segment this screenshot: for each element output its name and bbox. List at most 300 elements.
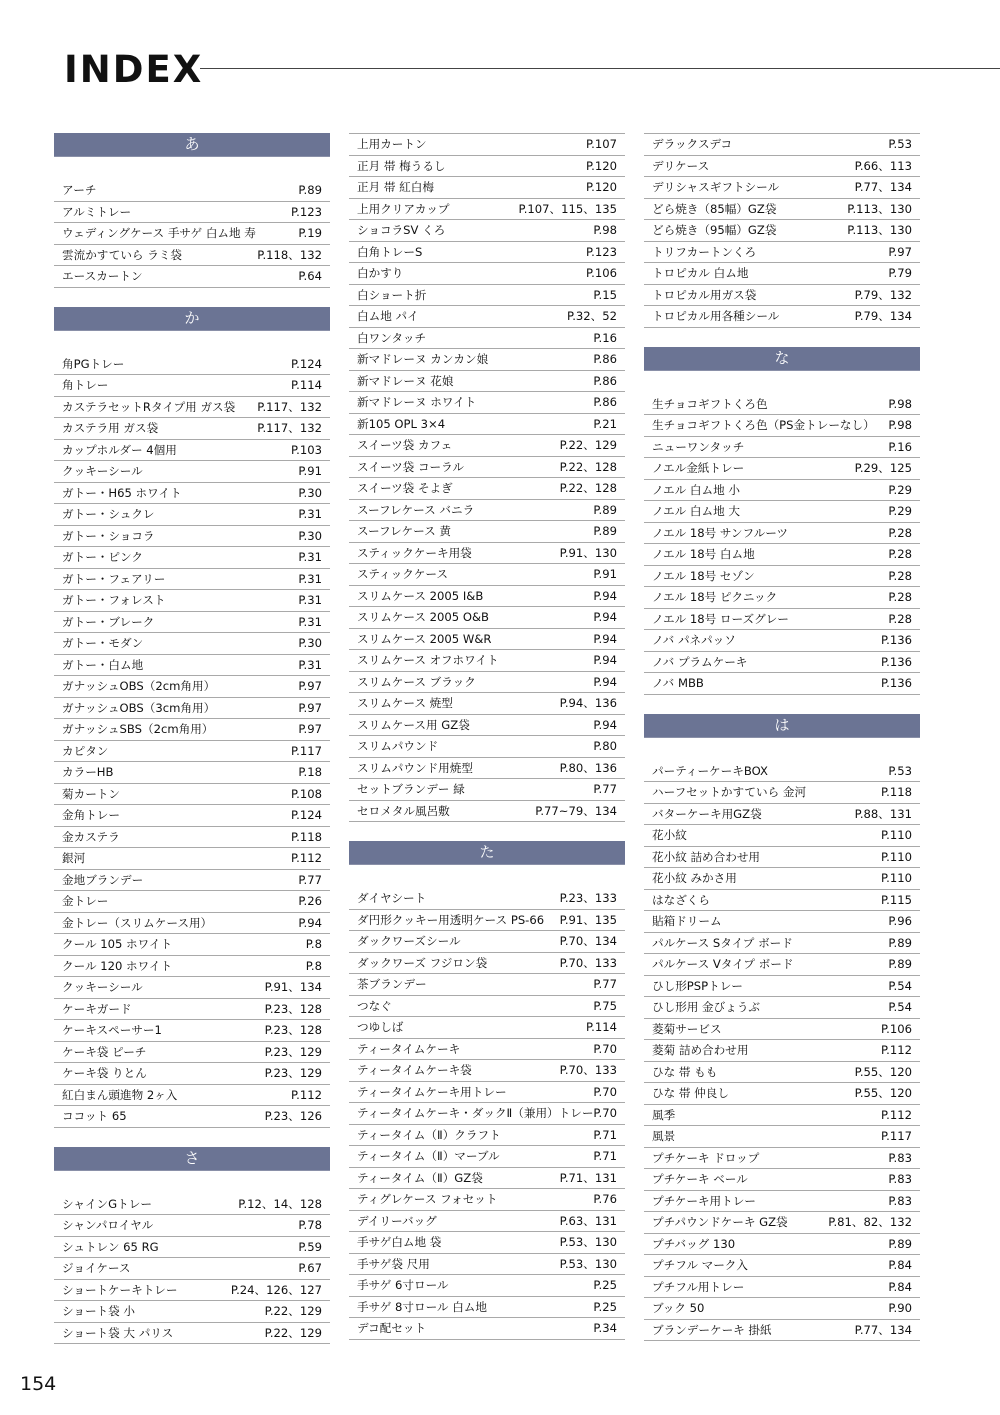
entry-name: トロピカル 白ム地	[652, 266, 749, 280]
entry-page-ref: P.71	[593, 1149, 617, 1163]
entry-page-ref: P.117	[291, 743, 322, 758]
entry-name: 風季	[652, 1107, 676, 1122]
index-entry	[349, 1060, 625, 1082]
index-entry	[54, 1215, 330, 1237]
entry-page-ref: P.8	[305, 937, 322, 951]
index-entry	[349, 974, 625, 996]
index-entry	[54, 805, 330, 827]
entry-name: クッキーシール	[62, 464, 143, 478]
entry-page-ref: P.77	[298, 872, 322, 887]
index-entry	[349, 1318, 625, 1340]
entry-name: スリムケース オフホワイト	[357, 653, 499, 667]
index-entry	[644, 1212, 920, 1234]
entry-name: カップホルダー 4個用	[62, 442, 177, 457]
entry-name: 手サゲ袋 尺用	[357, 1256, 430, 1271]
index-entry	[644, 1126, 920, 1148]
entry-page-ref: P.16	[593, 330, 617, 345]
page-number: 154	[20, 1373, 57, 1395]
index-entry	[644, 242, 920, 264]
entry-name: 金トレー	[62, 894, 109, 908]
entry-page-ref: P.78	[298, 1218, 322, 1232]
index-entry	[644, 890, 920, 912]
index-entry	[54, 1301, 330, 1323]
entry-page-ref: P.112	[291, 851, 322, 865]
index-entry	[54, 1063, 330, 1085]
index-entry	[349, 996, 625, 1018]
index-entry	[644, 306, 920, 328]
index-entry	[54, 1323, 330, 1345]
entry-name: つなぐ	[357, 998, 392, 1013]
entry-page-ref: P.29	[888, 504, 912, 518]
index-entry	[349, 457, 625, 479]
index-entry	[349, 414, 625, 436]
entry-name: ガトー・シュクレ	[62, 507, 155, 521]
entry-page-ref: P.22、128	[559, 459, 617, 474]
entry-name: ショコラSV くろ	[357, 223, 446, 237]
entry-name: シャインGトレー	[62, 1196, 152, 1211]
index-entry	[644, 976, 920, 998]
index-entry	[54, 354, 330, 376]
entry-name: アルミトレー	[62, 204, 132, 219]
index-entry	[349, 607, 625, 629]
index-entry	[54, 1258, 330, 1280]
index-entry	[644, 1320, 920, 1342]
entry-page-ref: P.112	[291, 1087, 322, 1102]
index-section-continued	[644, 133, 920, 328]
entry-page-ref: P.28	[888, 611, 912, 626]
index-section	[349, 841, 625, 1340]
entry-name: ティータイム（Ⅱ）クラフト	[357, 1127, 501, 1142]
entry-name: ひし形用 金びょうぶ	[652, 1000, 761, 1014]
entry-page-ref: P.29、125	[854, 461, 912, 475]
entry-page-ref: P.89	[888, 1236, 912, 1251]
entry-name: 金カステラ	[62, 829, 120, 844]
entry-name: 菱菊 詰め合わせ用	[652, 1043, 749, 1057]
index-entry	[54, 1194, 330, 1216]
entry-page-ref: P.23、129	[264, 1044, 322, 1059]
entry-name: ガトー・モダン	[62, 636, 144, 650]
entry-page-ref: P.110	[881, 828, 912, 842]
entry-name: デリケース	[652, 158, 710, 173]
entry-name: つゆしば	[357, 1020, 404, 1034]
entry-name: トロピカル用各種シール	[652, 309, 780, 323]
entry-page-ref: P.83	[888, 1150, 912, 1165]
entry-name: ケーキ袋 ピーチ	[62, 1044, 147, 1059]
entry-page-ref: P.22、129	[264, 1304, 322, 1318]
entry-name: ノエル 18号 ローズグレー	[652, 611, 789, 626]
entry-page-ref: P.124	[291, 808, 322, 822]
index-entry	[644, 825, 920, 847]
entry-name: 花小紋	[652, 828, 687, 842]
index-entry	[644, 1040, 920, 1062]
entry-page-ref: P.77、134	[854, 180, 912, 194]
entry-name: 茶ブランデー	[357, 977, 427, 991]
index-entry	[644, 1298, 920, 1320]
entry-name: ノバ MBB	[652, 676, 704, 690]
entry-page-ref: P.89	[888, 935, 912, 950]
index-entry	[644, 868, 920, 890]
index-entry	[644, 911, 920, 933]
entry-page-ref: P.22、129	[559, 438, 617, 452]
entry-page-ref: P.34	[593, 1321, 617, 1335]
entry-name: 生チョコギフトくろ色	[652, 396, 768, 411]
index-entry	[644, 804, 920, 826]
entry-page-ref: P.98	[888, 396, 912, 411]
entry-name: 菱菊サービス	[652, 1021, 722, 1036]
entry-name: スーフレケース バニラ	[357, 502, 475, 517]
entry-name: ブランデーケーキ 掛紙	[652, 1322, 772, 1337]
entry-name: 紅白まん頭進物 2ヶ入	[62, 1087, 178, 1102]
entry-name: ひし形PSPトレー	[652, 978, 743, 993]
index-entry	[644, 587, 920, 609]
entry-name: どら焼き（95幅）GZ袋	[652, 223, 777, 237]
entry-page-ref: P.29	[888, 482, 912, 497]
index-entry	[644, 1148, 920, 1170]
entry-name: クール 105 ホワイト	[62, 937, 173, 951]
entry-name: 角トレー	[62, 378, 109, 392]
entry-page-ref: P.97	[888, 244, 912, 259]
entry-name: ひな 帯 仲良し	[652, 1086, 729, 1100]
index-section-continued	[349, 133, 625, 822]
entry-page-ref: P.91、134	[264, 980, 322, 994]
entry-name: ケーキガード	[62, 1001, 132, 1016]
entry-name: 風景	[652, 1129, 676, 1143]
entry-name: ノエル 18号 サンフルーツ	[652, 525, 788, 540]
entry-name: ノエル 18号 白ム地	[652, 547, 755, 561]
entry-page-ref: P.75	[593, 998, 617, 1013]
entry-name: カステラ用 ガス袋	[62, 421, 159, 435]
entry-page-ref: P.81、82、132	[828, 1215, 912, 1229]
entry-name: スリムケース 2005 O&B	[357, 610, 489, 624]
entry-page-ref: P.16	[888, 439, 912, 454]
entry-name: 手サゲ 6寸ロール	[357, 1278, 449, 1292]
entry-name: シュトレン 65 RG	[62, 1239, 159, 1254]
entry-page-ref: P.70、134	[559, 934, 617, 948]
index-entry	[349, 801, 625, 823]
entry-page-ref: P.77~79、134	[535, 803, 617, 818]
entry-name: クッキーシール	[62, 980, 143, 994]
entry-page-ref: P.63、131	[559, 1213, 617, 1228]
index-entry	[349, 586, 625, 608]
entry-page-ref: P.89	[888, 957, 912, 971]
index-entry	[54, 999, 330, 1021]
index-entry	[54, 245, 330, 267]
entry-name: 上用クリアカップ	[357, 201, 450, 216]
index-entry	[349, 1168, 625, 1190]
entry-name: ダックワーズシール	[357, 934, 461, 948]
index-entry	[644, 285, 920, 307]
index-entry	[54, 483, 330, 505]
index-entry	[54, 547, 330, 569]
index-entry	[349, 156, 625, 178]
index-entry	[644, 523, 920, 545]
entry-page-ref: P.107、115、135	[518, 201, 617, 216]
entry-page-ref: P.15	[593, 287, 617, 302]
entry-name: デラックスデコ	[652, 137, 733, 151]
index-entry	[349, 758, 625, 780]
section-header: た	[349, 841, 625, 865]
entry-name: ノエル 白ム地 小	[652, 482, 740, 497]
entry-page-ref: P.110	[881, 871, 912, 885]
entry-name: ティータイムケーキ用トレー	[357, 1084, 507, 1099]
index-entry	[349, 1189, 625, 1211]
entry-page-ref: P.94	[593, 588, 617, 603]
entry-page-ref: P.22、129	[264, 1325, 322, 1340]
index-entry	[349, 199, 625, 221]
section-header: か	[54, 307, 330, 331]
entry-name: 生チョコギフトくろ色（PS金トレーなし）	[652, 418, 875, 432]
entry-name: 新マドレーヌ 花娘	[357, 373, 454, 388]
index-section	[54, 307, 330, 1128]
entry-name: スティックケーキ用袋	[357, 545, 472, 560]
index-entry	[349, 177, 625, 199]
entry-name: 白かすり	[357, 266, 404, 280]
entry-page-ref: P.94	[298, 915, 322, 930]
entry-page-ref: P.31	[298, 593, 322, 607]
entry-page-ref: P.24、126、127	[230, 1282, 322, 1297]
index-entry	[54, 956, 330, 978]
entry-name: デリシャスギフトシール	[652, 180, 780, 194]
entry-page-ref: P.53、130	[559, 1256, 617, 1271]
index-entry	[54, 569, 330, 591]
entry-page-ref: P.70	[593, 1041, 617, 1056]
index-entry	[644, 156, 920, 178]
index-entry	[54, 461, 330, 483]
index-entry	[54, 848, 330, 870]
entry-name: プチパウンドケーキ GZ袋	[652, 1215, 788, 1229]
index-entry	[349, 779, 625, 801]
entry-name: どら焼き（85幅）GZ袋	[652, 201, 777, 216]
entry-name: 貼箱ドリーム	[652, 914, 722, 928]
entry-page-ref: P.80	[593, 739, 617, 753]
section-header: さ	[54, 1147, 330, 1171]
index-entry	[644, 847, 920, 869]
entry-page-ref: P.53、130	[559, 1235, 617, 1249]
index-entry	[349, 693, 625, 715]
entry-name: ガトー・H65 ホワイト	[62, 485, 182, 500]
entry-name: 白角トレーS	[357, 244, 423, 259]
entry-page-ref: P.31	[298, 571, 322, 586]
index-entry	[644, 761, 920, 783]
entry-page-ref: P.25	[593, 1299, 617, 1314]
index-entry	[349, 953, 625, 975]
title-rule	[200, 68, 1000, 69]
index-entry	[54, 741, 330, 763]
entry-page-ref: P.30	[298, 528, 322, 543]
entry-page-ref: P.107	[586, 137, 617, 151]
index-entry	[349, 672, 625, 694]
entry-page-ref: P.113、130	[847, 201, 912, 216]
index-entry	[54, 440, 330, 462]
index-entry	[644, 609, 920, 631]
entry-page-ref: P.94	[593, 653, 617, 667]
entry-name: ガトー・フェアリー	[62, 571, 166, 586]
index-entry	[644, 1105, 920, 1127]
entry-page-ref: P.70、133	[559, 1063, 617, 1077]
entry-name: 金地ブランデー	[62, 872, 144, 887]
index-entry	[54, 202, 330, 224]
index-entry	[54, 590, 330, 612]
entry-name: ティータイムケーキ・ダックⅡ（兼用）トレー	[357, 1106, 594, 1120]
entry-name: シャンパロイヤル	[62, 1218, 154, 1232]
entry-page-ref: P.94	[593, 610, 617, 624]
entry-name: カラーHB	[62, 765, 114, 779]
index-entry	[54, 719, 330, 741]
index-entry	[54, 266, 330, 288]
entry-name: 花小紋 みかさ用	[652, 871, 737, 885]
entry-page-ref: P.53	[888, 137, 912, 151]
index-entry	[54, 526, 330, 548]
entry-name: 手サゲ白ム地 袋	[357, 1235, 442, 1249]
entry-page-ref: P.21	[593, 416, 617, 431]
entry-page-ref: P.67	[298, 1261, 322, 1275]
index-entry	[644, 394, 920, 416]
entry-page-ref: P.97	[298, 722, 322, 736]
index-entry	[349, 1146, 625, 1168]
index-entry	[644, 199, 920, 221]
entry-name: ココット 65	[62, 1109, 127, 1123]
entry-name: ガトー・ピンク	[62, 550, 143, 564]
index-entry	[54, 397, 330, 419]
entry-name: トロピカル用ガス袋	[652, 287, 757, 302]
index-column-1	[54, 133, 330, 1363]
section-header: あ	[54, 133, 330, 157]
entry-page-ref: P.97	[298, 700, 322, 715]
index-entry	[644, 263, 920, 285]
entry-page-ref: P.97	[298, 679, 322, 693]
entry-name: ノエル 白ム地 大	[652, 504, 740, 518]
entry-page-ref: P.83	[888, 1172, 912, 1186]
entry-page-ref: P.23、126	[264, 1109, 322, 1123]
index-entry	[349, 500, 625, 522]
entry-page-ref: P.115	[881, 892, 912, 907]
index-entry	[349, 220, 625, 242]
entry-page-ref: P.77、134	[854, 1322, 912, 1337]
entry-page-ref: P.70	[593, 1084, 617, 1099]
entry-name: ケーキ袋 りとん	[62, 1066, 147, 1080]
entry-name: ノエル 18号 セゾン	[652, 568, 755, 583]
entry-page-ref: P.89	[593, 524, 617, 538]
entry-page-ref: P.55、120	[854, 1086, 912, 1100]
entry-name: バターケーキ用GZ袋	[652, 806, 762, 821]
entry-page-ref: P.123	[586, 244, 617, 259]
index-entry	[644, 458, 920, 480]
index-entry	[349, 1082, 625, 1104]
index-entry	[349, 242, 625, 264]
entry-name: プチケーキ用トレー	[652, 1193, 756, 1208]
entry-name: プチケーキ ベール	[652, 1172, 748, 1186]
index-entry	[349, 650, 625, 672]
index-entry	[644, 480, 920, 502]
entry-name: ノバ パネパッソ	[652, 633, 736, 647]
index-entry	[349, 1275, 625, 1297]
entry-name: ダックワーズ フジロン袋	[357, 955, 488, 970]
entry-page-ref: P.94	[593, 674, 617, 689]
entry-page-ref: P.117	[881, 1129, 912, 1143]
index-entry	[349, 629, 625, 651]
entry-page-ref: P.23、128	[264, 1023, 322, 1037]
entry-page-ref: P.114	[586, 1020, 617, 1034]
entry-page-ref: P.55、120	[854, 1064, 912, 1079]
entry-page-ref: P.25	[593, 1278, 617, 1292]
entry-page-ref: P.12、14、128	[238, 1196, 322, 1211]
index-entry	[349, 371, 625, 393]
index-column-2	[349, 133, 625, 1359]
entry-page-ref: P.103	[291, 442, 322, 457]
index-entry	[54, 1042, 330, 1064]
index-entry	[644, 566, 920, 588]
index-entry	[349, 888, 625, 910]
index-entry	[349, 349, 625, 371]
entry-name: ノバ プラムケーキ	[652, 654, 748, 669]
entry-page-ref: P.30	[298, 485, 322, 500]
entry-page-ref: P.94	[593, 717, 617, 732]
entry-name: ジョイケース	[62, 1261, 131, 1275]
entry-page-ref: P.54	[888, 1000, 912, 1014]
index-entry	[349, 1211, 625, 1233]
index-entry	[349, 133, 625, 156]
entry-page-ref: P.89	[298, 183, 322, 197]
index-entry	[644, 501, 920, 523]
entry-page-ref: P.91	[298, 464, 322, 478]
entry-page-ref: P.117、132	[257, 421, 322, 435]
entry-page-ref: P.86	[593, 352, 617, 366]
index-entry	[54, 504, 330, 526]
entry-name: 白ショート折	[357, 287, 427, 302]
index-entry	[349, 543, 625, 565]
index-section	[644, 347, 920, 695]
index-entry	[349, 910, 625, 932]
entry-name: スリムケース ブラック	[357, 674, 476, 689]
entry-name: カステラセットRタイプ用 ガス袋	[62, 399, 236, 414]
entry-name: ショート袋 大 パリス	[62, 1325, 174, 1340]
entry-page-ref: P.8	[305, 958, 322, 973]
entry-name: 銀河	[62, 851, 86, 865]
entry-page-ref: P.94	[593, 631, 617, 646]
index-entry	[644, 437, 920, 459]
entry-name: ティータイムケーキ	[357, 1041, 461, 1056]
index-entry	[644, 220, 920, 242]
entry-page-ref: P.71	[593, 1127, 617, 1142]
entry-page-ref: P.91、135	[559, 912, 617, 927]
index-entry	[644, 1083, 920, 1105]
index-entry	[644, 630, 920, 652]
entry-page-ref: P.79、132	[854, 287, 912, 302]
index-entry	[644, 415, 920, 437]
index-entry	[349, 1125, 625, 1147]
entry-page-ref: P.31	[298, 657, 322, 672]
entry-page-ref: P.88、131	[854, 806, 912, 821]
entry-name: アーチ	[62, 183, 97, 197]
index-entry	[54, 977, 330, 999]
index-entry	[644, 782, 920, 804]
entry-page-ref: P.98	[888, 418, 912, 432]
entry-name: パルケース Sタイプ ボード	[652, 935, 793, 950]
entry-page-ref: P.96	[888, 914, 912, 928]
entry-page-ref: P.26	[298, 894, 322, 908]
entry-page-ref: P.124	[291, 356, 322, 371]
page-title: INDEX	[64, 48, 204, 91]
index-entry	[349, 564, 625, 586]
entry-name: 角PGトレー	[62, 356, 125, 371]
entry-name: 正月 帯 紅白梅	[357, 180, 434, 194]
entry-page-ref: P.71、131	[559, 1170, 617, 1185]
entry-name: ガトー・白ム地	[62, 657, 144, 672]
index-entry	[349, 1017, 625, 1039]
entry-name: ガナッシュSBS（2cm角用）	[62, 722, 214, 736]
entry-page-ref: P.31	[298, 550, 322, 564]
entry-name: ガトー・ブレーク	[62, 614, 155, 629]
